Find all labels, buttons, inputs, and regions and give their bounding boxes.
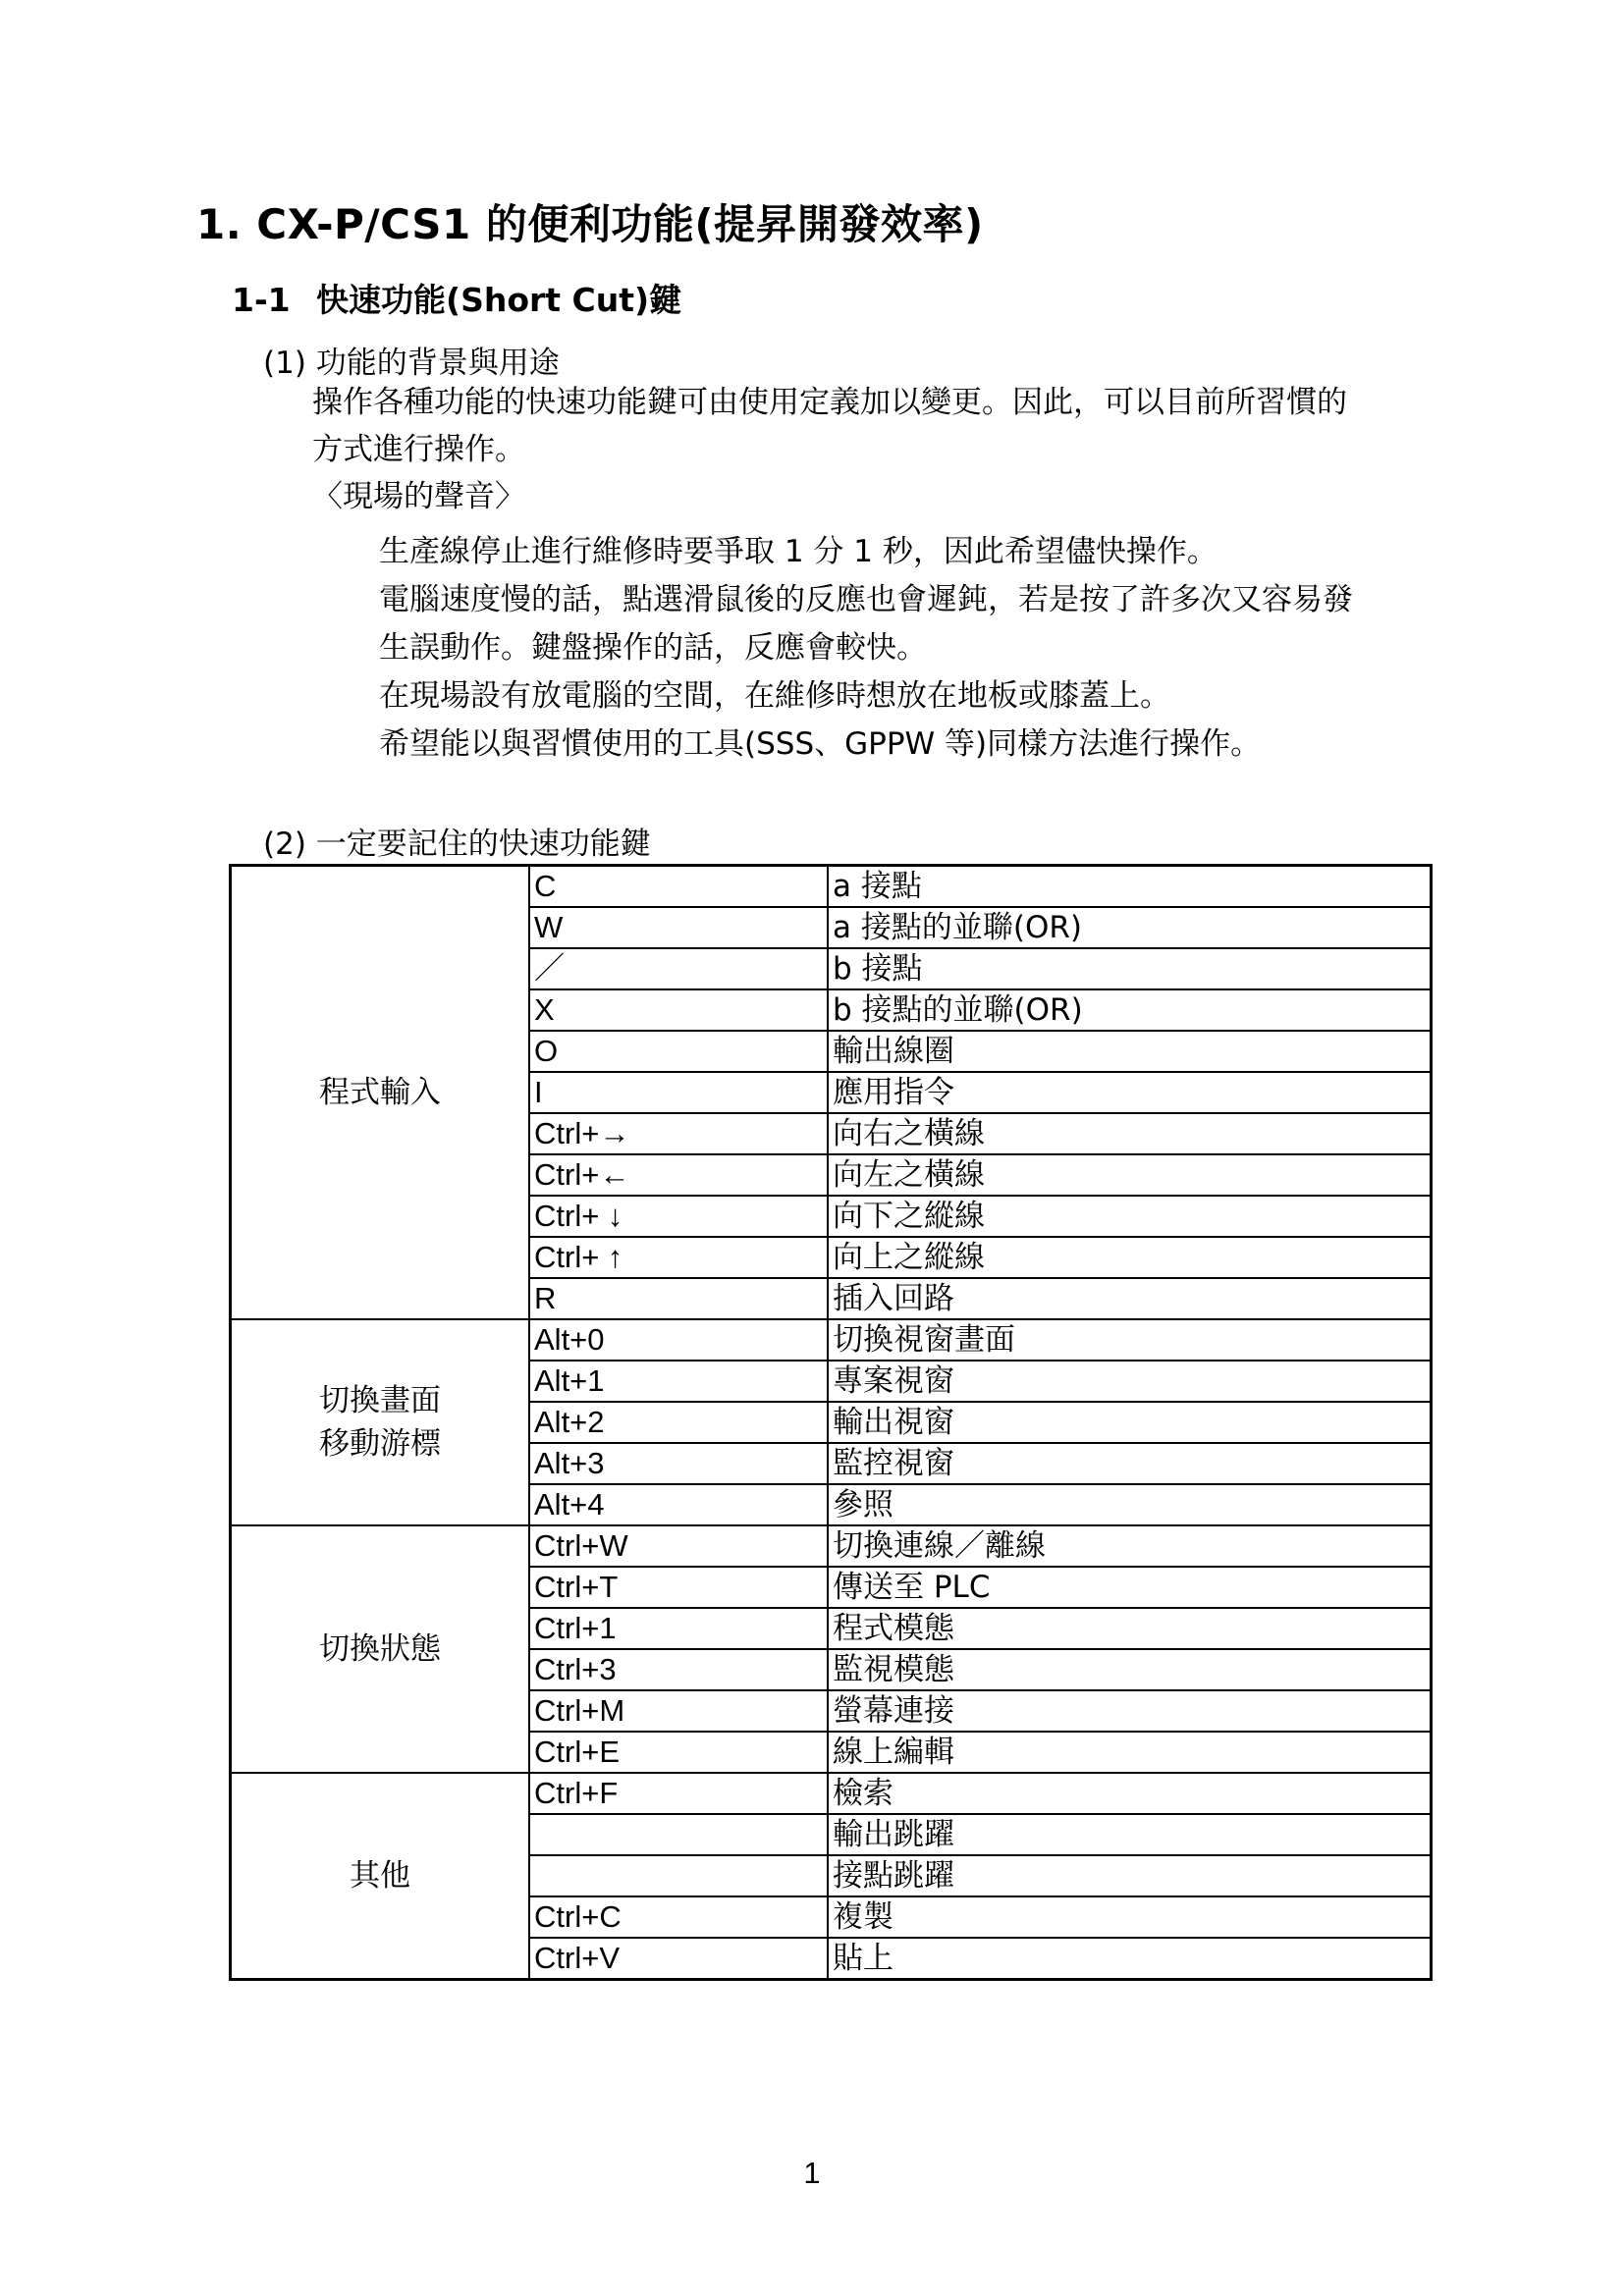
shortcut-table-body bbox=[231, 866, 1432, 1980]
section-heading: 快速功能(Short Cut)鍵 bbox=[316, 281, 682, 319]
shortcut-key-cell: X bbox=[529, 989, 828, 1031]
shortcut-description-cell: 貼上 bbox=[828, 1938, 1432, 1980]
voice-line: 生誤動作。鍵盤操作的話，反應會較快。 bbox=[379, 630, 927, 666]
shortcut-key-cell: Ctrl+M bbox=[529, 1690, 828, 1732]
shortcut-description-cell: 程式模態 bbox=[828, 1608, 1432, 1649]
shortcut-key-cell: Ctrl+C bbox=[529, 1896, 828, 1938]
shortcut-key-cell: ／ bbox=[529, 948, 828, 989]
shortcut-key-cell: Alt+4 bbox=[529, 1484, 828, 1525]
shortcut-key-cell: Alt+2 bbox=[529, 1402, 828, 1443]
page-number: 1 bbox=[803, 2156, 821, 2190]
shortcut-key-cell bbox=[529, 1814, 828, 1855]
shortcut-description-cell: 切換連線／離線 bbox=[828, 1525, 1432, 1567]
shortcut-description-cell: 參照 bbox=[828, 1484, 1432, 1525]
shortcut-description-cell: b 接點 bbox=[828, 948, 1432, 989]
shortcut-description-cell: 插入回路 bbox=[828, 1278, 1432, 1319]
shortcut-description-cell: 傳送至 PLC bbox=[828, 1567, 1432, 1608]
table-row bbox=[231, 1525, 1432, 1567]
shortcut-description-cell: 向右之橫線 bbox=[828, 1113, 1432, 1154]
shortcut-key-cell: R bbox=[529, 1278, 828, 1319]
voice-line: 希望能以與習慣使用的工具(SSS、GPPW 等)同樣方法進行操作。 bbox=[379, 726, 1262, 762]
shortcut-description-cell: a 接點的並聯(OR) bbox=[828, 907, 1432, 948]
shortcut-key-cell: Ctrl+1 bbox=[529, 1608, 828, 1649]
shortcut-key-cell: Alt+0 bbox=[529, 1319, 828, 1361]
category-cell: 切換畫面 移動游標 bbox=[231, 1319, 530, 1525]
table-row bbox=[231, 866, 1432, 908]
shortcut-key-cell: Ctrl+← bbox=[529, 1154, 828, 1196]
shortcut-description-cell: b 接點的並聯(OR) bbox=[828, 989, 1432, 1031]
table-row bbox=[231, 1319, 1432, 1361]
shortcut-description-cell: 複製 bbox=[828, 1896, 1432, 1938]
shortcut-key-cell: Ctrl+ ↓ bbox=[529, 1196, 828, 1237]
shortcut-description-cell: 線上編輯 bbox=[828, 1732, 1432, 1773]
shortcut-description-cell: 輸出跳躍 bbox=[828, 1814, 1432, 1855]
section-number: 1-1 bbox=[232, 281, 291, 319]
shortcut-key-cell: O bbox=[529, 1031, 828, 1072]
shortcut-description-cell: 監視模態 bbox=[828, 1649, 1432, 1690]
shortcut-key-cell: Ctrl+→ bbox=[529, 1113, 828, 1154]
shortcut-description-cell: 螢幕連接 bbox=[828, 1690, 1432, 1732]
subsection-heading-2: (2) 一定要記住的快速功能鍵 bbox=[263, 827, 651, 862]
shortcut-description-cell: 向下之縱線 bbox=[828, 1196, 1432, 1237]
shortcut-key-cell: I bbox=[529, 1072, 828, 1113]
shortcut-description-cell: 監控視窗 bbox=[828, 1443, 1432, 1484]
voice-heading: 〈現場的聲音〉 bbox=[312, 479, 525, 514]
shortcut-key-cell: Ctrl+3 bbox=[529, 1649, 828, 1690]
shortcut-description-cell: 輸出視窗 bbox=[828, 1402, 1432, 1443]
body-line-1: 操作各種功能的快速功能鍵可由使用定義加以變更。因此，可以目前所習慣的 bbox=[312, 385, 1347, 420]
shortcut-description-cell: 檢索 bbox=[828, 1773, 1432, 1814]
shortcut-key-cell: Ctrl+F bbox=[529, 1773, 828, 1814]
voice-line: 生產線停止進行維修時要爭取 1 分 1 秒，因此希望儘快操作。 bbox=[379, 534, 1218, 569]
shortcut-key-cell: Alt+1 bbox=[529, 1361, 828, 1402]
shortcut-description-cell: 輸出線圈 bbox=[828, 1031, 1432, 1072]
shortcut-key-cell: Ctrl+V bbox=[529, 1938, 828, 1980]
category-cell: 其他 bbox=[231, 1773, 530, 1980]
shortcut-table bbox=[229, 864, 1433, 1981]
subsection-heading-1: (1) 功能的背景與用途 bbox=[263, 346, 560, 381]
shortcut-description-cell: 向上之縱線 bbox=[828, 1237, 1432, 1278]
shortcut-key-cell: C bbox=[529, 866, 828, 908]
section-title bbox=[232, 275, 681, 321]
shortcut-key-cell: Alt+3 bbox=[529, 1443, 828, 1484]
shortcut-description-cell: 切換視窗畫面 bbox=[828, 1319, 1432, 1361]
shortcut-description-cell: a 接點 bbox=[828, 866, 1432, 908]
shortcut-description-cell: 接點跳躍 bbox=[828, 1855, 1432, 1896]
shortcut-key-cell: W bbox=[529, 907, 828, 948]
page-title: 1. CX-P/CS1 的便利功能(提昇開發效率) bbox=[196, 200, 984, 248]
shortcut-description-cell: 向左之橫線 bbox=[828, 1154, 1432, 1196]
shortcut-key-cell: Ctrl+E bbox=[529, 1732, 828, 1773]
shortcut-description-cell: 應用指令 bbox=[828, 1072, 1432, 1113]
body-line-2: 方式進行操作。 bbox=[312, 432, 525, 467]
shortcut-key-cell: Ctrl+W bbox=[529, 1525, 828, 1567]
category-cell: 切換狀態 bbox=[231, 1525, 530, 1773]
shortcut-key-cell: Ctrl+T bbox=[529, 1567, 828, 1608]
category-cell: 程式輸入 bbox=[231, 866, 530, 1320]
shortcut-key-cell: Ctrl+ ↑ bbox=[529, 1237, 828, 1278]
table-row bbox=[231, 1773, 1432, 1814]
voice-line: 在現場設有放電腦的空間，在維修時想放在地板或膝蓋上。 bbox=[379, 678, 1170, 714]
shortcut-key-cell bbox=[529, 1855, 828, 1896]
voice-line: 電腦速度慢的話，點選滑鼠後的反應也會遲鈍，若是按了許多次又容易發 bbox=[379, 582, 1353, 617]
shortcut-description-cell: 專案視窗 bbox=[828, 1361, 1432, 1402]
